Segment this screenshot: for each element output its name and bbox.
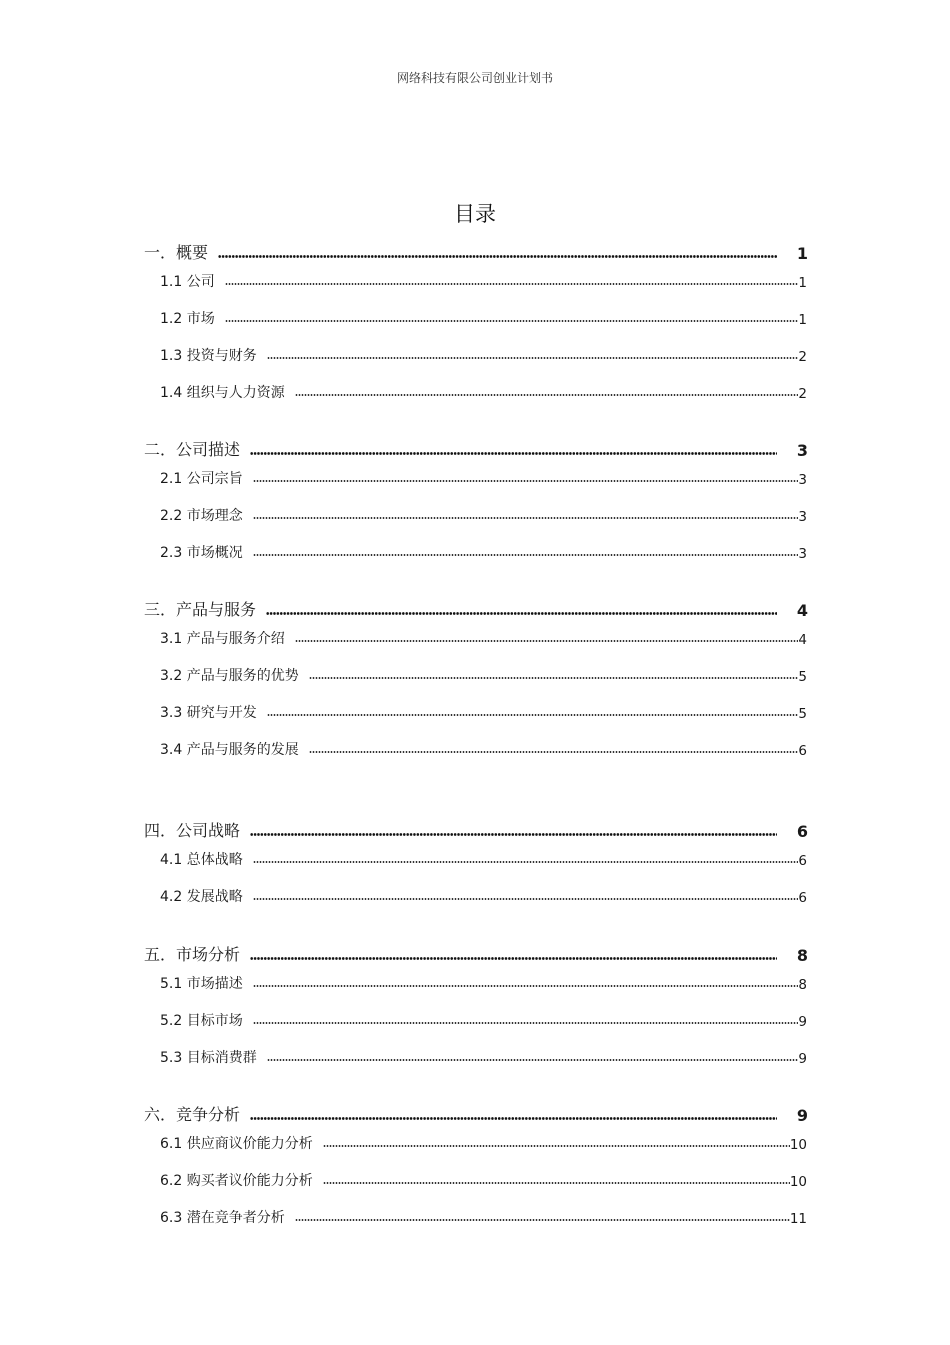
dot-leader — [253, 860, 799, 864]
toc-section-label: 1.2 市场 — [160, 311, 215, 327]
dot-leader — [295, 1218, 790, 1222]
toc-section-row[interactable] — [160, 1170, 807, 1190]
toc-section-label: 1.3 投资与财务 — [160, 348, 257, 364]
toc-section-row[interactable] — [160, 739, 807, 759]
dot-leader — [225, 319, 799, 323]
toc-section-page-number: 6 — [798, 853, 807, 869]
toc-chapter-row[interactable] — [144, 600, 808, 620]
dot-leader — [295, 639, 799, 643]
toc-section-label: 1.4 组织与人力资源 — [160, 385, 285, 401]
toc-section-label: 3.4 产品与服务的发展 — [160, 742, 299, 758]
toc-section-page-number: 3 — [798, 546, 807, 562]
toc-section-page-number: 10 — [789, 1137, 807, 1153]
toc-section-label: 3.1 产品与服务介绍 — [160, 631, 285, 647]
toc-section-page-number: 2 — [798, 386, 807, 402]
toc-chapter-label: 五．市场分析 — [144, 945, 241, 964]
toc-chapter-label: 三．产品与服务 — [144, 600, 257, 619]
toc-section-page-number: 5 — [798, 706, 807, 722]
toc-section-label: 3.3 研究与开发 — [160, 705, 257, 721]
dot-leader — [309, 750, 799, 754]
toc-section-page-number: 8 — [798, 977, 807, 993]
toc-chapter-page-number: 1 — [796, 244, 808, 263]
toc-section-label: 4.2 发展战略 — [160, 889, 243, 905]
toc-section-label: 5.2 目标市场 — [160, 1013, 243, 1029]
dot-leader — [225, 282, 799, 286]
toc-section-row[interactable] — [160, 468, 807, 488]
toc-section-page-number: 3 — [798, 509, 807, 525]
toc-section-page-number: 1 — [798, 312, 807, 328]
dot-leader — [253, 553, 799, 557]
toc-section-label: 5.1 市场描述 — [160, 976, 243, 992]
toc-section-page-number: 6 — [798, 890, 807, 906]
toc-section-label: 2.1 公司宗旨 — [160, 471, 243, 487]
toc-section-label: 6.3 潜在竞争者分析 — [160, 1210, 285, 1226]
toc-chapter-page-number: 4 — [796, 601, 808, 620]
toc-section-page-number: 10 — [789, 1174, 807, 1190]
toc-section-page-number: 9 — [798, 1014, 807, 1030]
toc-chapter-label: 四．公司战略 — [144, 821, 241, 840]
dot-leader — [267, 356, 799, 360]
toc-section-label: 5.3 目标消费群 — [160, 1050, 257, 1066]
toc-title: 目录 — [454, 202, 496, 226]
toc-chapter-label: 一．概要 — [144, 243, 209, 262]
dot-leader — [323, 1144, 790, 1148]
toc-chapter-page-number: 8 — [796, 946, 808, 965]
dot-leader — [309, 676, 799, 680]
toc-section-row[interactable] — [160, 345, 807, 365]
toc-section-row[interactable] — [160, 382, 807, 402]
dot-leader — [250, 832, 777, 837]
toc-section-page-number: 1 — [798, 275, 807, 291]
toc-section-row[interactable] — [160, 849, 807, 869]
toc-section-row[interactable] — [160, 542, 807, 562]
toc-chapter-row[interactable] — [144, 945, 808, 965]
toc-section-page-number: 3 — [798, 472, 807, 488]
toc-section-row[interactable] — [160, 1010, 807, 1030]
toc-section-page-number: 4 — [798, 632, 807, 648]
dot-leader — [250, 1116, 777, 1121]
dot-leader — [250, 956, 777, 961]
toc-section-page-number: 6 — [798, 743, 807, 759]
page-header: 网络科技有限公司创业计划书 — [396, 71, 553, 85]
toc-chapter-label: 二．公司描述 — [144, 440, 241, 459]
dot-leader — [253, 479, 799, 483]
toc-chapter-page-number: 3 — [796, 441, 808, 460]
dot-leader — [253, 897, 799, 901]
toc-section-row[interactable] — [160, 702, 807, 722]
dot-leader — [218, 254, 777, 259]
dot-leader — [253, 984, 799, 988]
toc-chapter-row[interactable] — [144, 243, 808, 263]
dot-leader — [295, 393, 799, 397]
toc-section-row[interactable] — [160, 505, 807, 525]
toc-section-row[interactable] — [160, 308, 807, 328]
toc-section-label: 6.2 购买者议价能力分析 — [160, 1173, 313, 1189]
toc-section-row[interactable] — [160, 886, 807, 906]
toc-section-row[interactable] — [160, 1047, 807, 1067]
toc-section-label: 4.1 总体战略 — [160, 852, 243, 868]
toc-section-label: 2.3 市场概况 — [160, 545, 243, 561]
dot-leader — [267, 1058, 799, 1062]
toc-section-label: 1.1 公司 — [160, 274, 215, 290]
toc-section-row[interactable] — [160, 973, 807, 993]
toc-section-row[interactable] — [160, 665, 807, 685]
dot-leader — [323, 1181, 790, 1185]
toc-section-label: 6.1 供应商议价能力分析 — [160, 1136, 313, 1152]
toc-section-page-number: 11 — [789, 1211, 807, 1227]
dot-leader — [267, 713, 799, 717]
toc-section-row[interactable] — [160, 628, 807, 648]
toc-section-label: 3.2 产品与服务的优势 — [160, 668, 299, 684]
dot-leader — [253, 516, 799, 520]
toc-section-row[interactable] — [160, 1133, 807, 1153]
toc-chapter-row[interactable] — [144, 440, 808, 460]
toc-section-page-number: 9 — [798, 1051, 807, 1067]
toc-chapter-row[interactable] — [144, 1105, 808, 1125]
toc-section-label: 2.2 市场理念 — [160, 508, 243, 524]
toc-chapter-page-number: 6 — [796, 822, 808, 841]
dot-leader — [266, 611, 777, 616]
toc-chapter-row[interactable] — [144, 821, 808, 841]
toc-chapter-label: 六．竞争分析 — [144, 1105, 241, 1124]
dot-leader — [253, 1021, 799, 1025]
toc-section-page-number: 2 — [798, 349, 807, 365]
toc-section-row[interactable] — [160, 271, 807, 291]
toc-section-page-number: 5 — [798, 669, 807, 685]
toc-chapter-page-number: 9 — [796, 1106, 808, 1125]
toc-section-row[interactable] — [160, 1207, 807, 1227]
dot-leader — [250, 451, 777, 456]
